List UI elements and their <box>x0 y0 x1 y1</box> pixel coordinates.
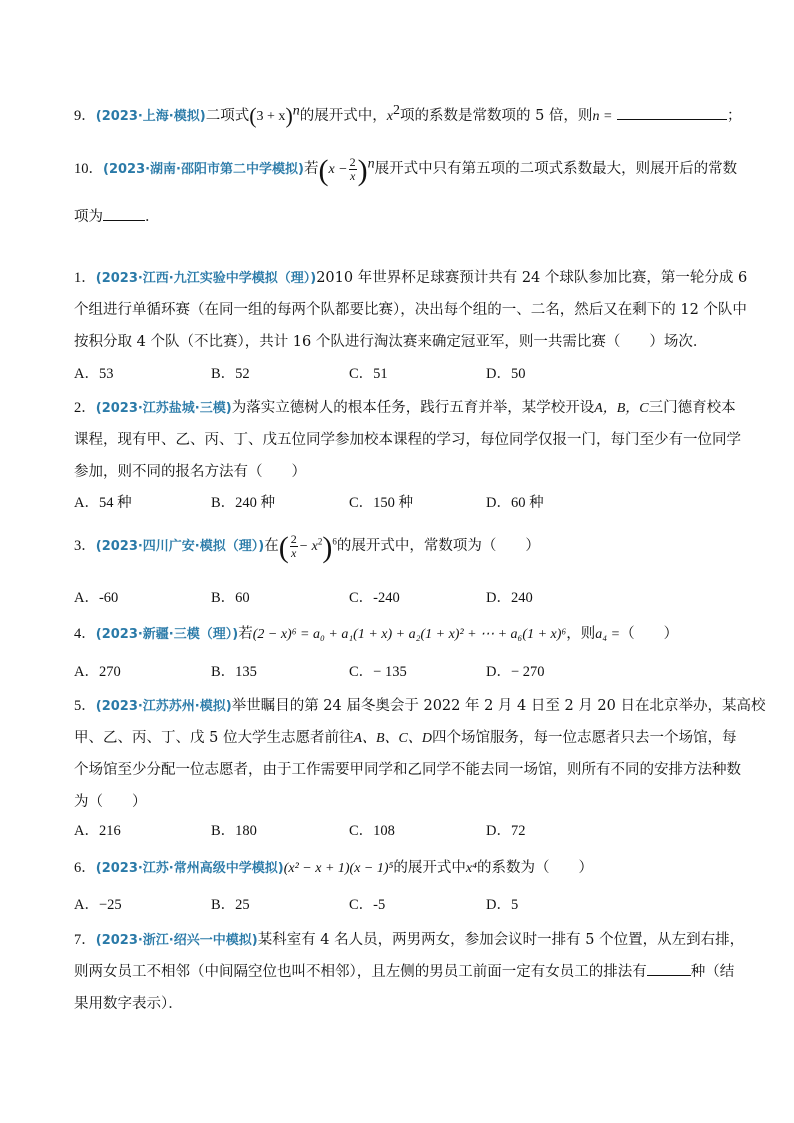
option-d[interactable]: D．72 <box>486 823 526 839</box>
question-source: (2023·江苏·常州高级中学模拟) <box>95 861 284 876</box>
math-var: n = <box>592 109 613 124</box>
question-2: 2．(2023·江苏盐城·三模)为落实立德树人的根本任务，践行五育并举，某学校开设A，B，C三门德育校本 课程，现有甲、乙、丙、丁、戊五位同学参加校本课程的学习，每位同学仅报一门，每门至少有一位同学 参加，则不同的报名方法有（ ） <box>74 400 741 480</box>
option-b[interactable]: B．25 <box>211 897 250 913</box>
math-expression: (x² − x + 1)(x − 1)⁵ <box>283 861 394 876</box>
option-a[interactable]: A．54 种 <box>74 495 132 511</box>
question-number: 9． <box>74 108 96 124</box>
option-c[interactable]: C．108 <box>349 823 395 839</box>
option-d[interactable]: D．50 <box>486 366 526 382</box>
question-source: (2023·四川广安·模拟（理）) <box>95 539 265 554</box>
question-number: 7． <box>74 932 96 948</box>
question-source: (2023·江西·九江实验中学模拟（理）) <box>95 271 317 286</box>
option-a[interactable]: A．53 <box>74 366 114 382</box>
question-3: 3．(2023·四川广安·模拟（理）)在( $\frac{2}{x}$ − $x^2)^6$的展开式中，常数项为（ ） <box>74 531 540 564</box>
math-var: x <box>386 109 393 124</box>
option-b[interactable]: B．180 <box>211 823 257 839</box>
question-6: 6．(2023·江苏·常州高级中学模拟)(x² − x + 1)(x − 1)⁵的展开式中x⁴的系数为（ ） <box>74 860 593 876</box>
question-source: (2023·湖南·邵阳市第二中学模拟) <box>103 162 304 177</box>
option-a[interactable]: A．216 <box>74 823 121 839</box>
option-c[interactable]: C．-240 <box>349 590 400 606</box>
option-c[interactable]: C．51 <box>349 366 388 382</box>
math-var: x⁴ <box>465 861 477 876</box>
question-text: 的展开式中， <box>299 108 387 124</box>
option-c[interactable]: C．-5 <box>349 897 386 913</box>
question-number: 3． <box>74 538 96 554</box>
answer-blank[interactable] <box>617 103 727 120</box>
option-a[interactable]: A．-60 <box>74 590 119 606</box>
question-number: 5． <box>74 698 96 714</box>
option-d[interactable]: D．5 <box>486 897 519 913</box>
math-var: a₄ = <box>595 627 621 642</box>
option-b[interactable]: B．60 <box>211 590 250 606</box>
question-number: 1． <box>74 270 96 286</box>
math-expression: $(3 + x)^n$ <box>249 103 300 128</box>
question-5: 5．(2023·江苏苏州·模拟)举世瞩目的第 24 届冬奥会于 2022 年 2 月 4 日至 2 月 20 日在北京举办，某高校 甲、乙、丙、丁、戊 5 位大学生志愿者前往A、B、C、D四个场馆服务，每一位志愿者只去一个场馆，每 个场馆至少分配一位志愿者，由于工作需要甲同学和乙同学不能去同一场馆，则所有不同的安排方法种数 为（ ） <box>74 698 766 810</box>
question-10: 10．(2023·湖南·邵阳市第二中学模拟)若(x − $\frac{2}{x}$ )$^n$展开式中只有第五项的二项式系数最大，则展开后的常数 项为 ． <box>74 154 738 225</box>
option-a[interactable]: A．270 <box>74 664 121 680</box>
options-q1 <box>74 360 754 388</box>
math-expression: ( $\frac{2}{x}$ − $x^2)^6$ <box>278 531 337 564</box>
question-1: 1．(2023·江西·九江实验中学模拟（理）)2010 年世界杯足球赛预计共有 24 个球队参加比赛，第一轮分成 6 个组进行单循环赛（在同一组的每两个队都要比赛），决出每个组的一、二名，然后又在剩下的 12 个队中 按积分取 4 个队（不比赛），共计 16 个队进行淘汰赛来确定冠亚军，则一共需比赛（ ）场次． <box>74 270 748 350</box>
option-b[interactable]: B．240 种 <box>211 495 276 511</box>
question-9: 9．(2023·上海·模拟)二项式$(3 + x)^n$的展开式中，$x^2$项的系数是常数项的 5 倍，则n = ； <box>74 103 742 128</box>
option-c[interactable]: C．− 135 <box>349 664 407 680</box>
option-d[interactable]: D．− 270 <box>486 664 545 680</box>
math-expression: (2 − x)⁶ = a₀ + a₁(1 + x) + a₂(1 + x)² + ⋯ + a₆(1 + x)⁶ <box>252 627 567 642</box>
options-q6 <box>74 891 754 919</box>
question-text: 二项式 <box>205 108 250 124</box>
question-source: (2023·江苏盐城·三模) <box>95 401 232 416</box>
question-number: 2． <box>74 400 96 416</box>
question-number: 6． <box>74 860 96 876</box>
options-q4 <box>74 658 754 686</box>
question-source: (2023·新疆·三模（理）) <box>95 627 239 642</box>
question-7: 7．(2023·浙江·绍兴一中模拟)某科室有 4 名人员，两男两女，参加会议时一排有 5 个位置，从左到右排， 则两女员工不相邻（中间隔空位也叫不相邻），且左侧的男员工前面一定有女员工的排法有 种（结 果用数字表示）． <box>74 932 745 1012</box>
option-b[interactable]: B．52 <box>211 366 250 382</box>
question-number: 10． <box>74 161 103 177</box>
option-d[interactable]: D．240 <box>486 590 533 606</box>
question-number: 4． <box>74 626 96 642</box>
options-q5 <box>74 817 754 845</box>
question-source: (2023·江苏苏州·模拟) <box>95 699 232 714</box>
option-a[interactable]: A．−25 <box>74 897 122 913</box>
answer-blank[interactable] <box>103 204 145 221</box>
question-source: (2023·浙江·绍兴一中模拟) <box>95 933 258 948</box>
math-expression: (x − $\frac{2}{x}$ )$^n$ <box>318 154 375 187</box>
option-d[interactable]: D．60 种 <box>486 495 544 511</box>
option-c[interactable]: C．150 种 <box>349 495 414 511</box>
options-q3 <box>74 584 754 612</box>
answer-blank[interactable] <box>647 959 691 976</box>
question-source: (2023·上海·模拟) <box>95 109 206 124</box>
question-4: 4．(2023·新疆·三模（理）)若(2 − x)⁶ = a₀ + a₁(1 + x) + a₂(1 + x)² + ⋯ + a₆(1 + x)⁶，则a₄ =（ ） <box>74 626 679 642</box>
option-b[interactable]: B．135 <box>211 664 257 680</box>
options-q2 <box>74 489 754 517</box>
question-text: 项的系数是常数项的 5 倍，则 <box>399 108 593 124</box>
